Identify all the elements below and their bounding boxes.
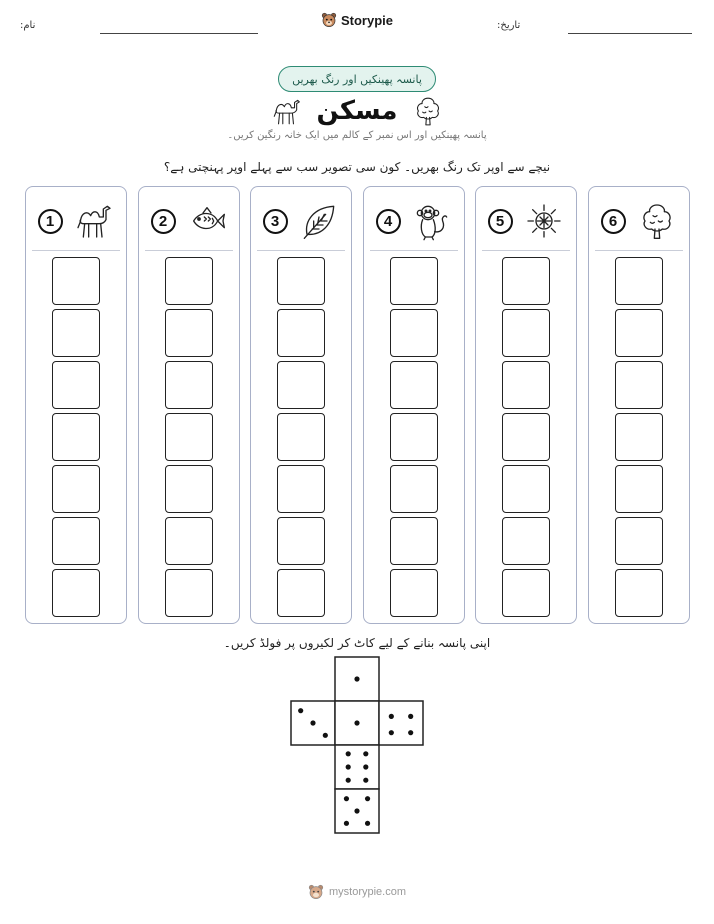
column-header [139,201,239,241]
color-box[interactable] [502,361,550,409]
color-box[interactable] [615,257,663,305]
dice-pip [346,751,351,756]
camel-icon [270,94,302,128]
color-box[interactable] [165,309,213,357]
dice-pip [323,733,328,738]
color-box[interactable] [390,361,438,409]
fold-instruction: اپنی پانسہ بنانے کے لیے کاٹ کر لکیروں پر فولڈ کریں۔ [223,636,491,650]
column-divider [145,250,233,251]
title-row [270,92,444,130]
color-box[interactable] [165,413,213,461]
tree-icon [636,201,678,241]
column-header [476,201,576,241]
color-box[interactable] [502,309,550,357]
dice-face-6 [335,745,379,789]
instruction-text: نیچے سے اوپر تک رنگ بھریں۔ کون سی تصویر سب سے پہلے اوپر پہنچتی ہے؟ [163,160,551,174]
color-box[interactable] [277,569,325,617]
color-boxes [476,257,576,617]
color-boxes [139,257,239,617]
column-number: 5 [488,209,513,234]
color-box[interactable] [277,257,325,305]
column-number: 3 [263,209,288,234]
color-box[interactable] [52,517,100,565]
bear-logo-icon [321,12,337,28]
color-box[interactable] [390,465,438,513]
dice-pip [354,720,359,725]
monkey-icon [411,201,453,241]
color-boxes [251,257,351,617]
column-divider [370,250,458,251]
color-box[interactable] [615,413,663,461]
column-2 [138,186,240,624]
dice-pip [365,821,370,826]
color-box[interactable] [390,517,438,565]
dice-pip [310,720,315,725]
dice-pip [346,764,351,769]
column-divider [32,250,120,251]
dice-pip [389,714,394,719]
subtitle: پانسہ پھینکیں اور اس نمبر کے کالم میں ایک خانہ رنگین کریں۔ [227,130,487,141]
dice-pip [298,708,303,713]
color-box[interactable] [615,465,663,513]
column-header [589,201,689,241]
color-box[interactable] [277,517,325,565]
color-box[interactable] [390,413,438,461]
brand-logo [300,12,414,28]
column-divider [257,250,345,251]
color-box[interactable] [52,569,100,617]
dice-pip [344,796,349,801]
dice-face-3 [291,701,335,745]
color-box[interactable] [502,569,550,617]
brand-name: Storypie [340,12,393,28]
color-box[interactable] [615,517,663,565]
color-box[interactable] [52,257,100,305]
dice-pip [408,730,413,735]
color-box[interactable] [165,569,213,617]
name-line[interactable] [100,33,258,34]
color-boxes [589,257,689,617]
column-header [251,201,351,241]
color-box[interactable] [165,257,213,305]
dice-face-4 [379,701,423,745]
color-box[interactable] [165,517,213,565]
column-divider [595,250,683,251]
color-box[interactable] [277,361,325,409]
color-box[interactable] [615,569,663,617]
dice-face-1 [335,701,379,745]
dice-net[interactable] [290,656,424,834]
dice-face-5 [335,789,379,833]
color-box[interactable] [502,413,550,461]
dice-pip [363,778,368,783]
color-box[interactable] [277,413,325,461]
color-box[interactable] [390,257,438,305]
footer-url[interactable]: mystorypie.com [328,886,407,898]
column-number: 2 [151,209,176,234]
column-header [26,201,126,241]
color-box[interactable] [52,413,100,461]
dice-face-1 [335,657,379,701]
color-boxes [364,257,464,617]
column-5 [475,186,577,624]
color-box[interactable] [52,361,100,409]
dice-pip [354,808,359,813]
color-box[interactable] [277,465,325,513]
color-box[interactable] [52,309,100,357]
column-number: 4 [376,209,401,234]
color-box[interactable] [502,517,550,565]
column-number: 6 [601,209,626,234]
column-header [364,201,464,241]
dice-pip [363,751,368,756]
dice-pip [354,676,359,681]
column-number: 1 [38,209,63,234]
color-box[interactable] [615,309,663,357]
color-box[interactable] [502,257,550,305]
column-3 [250,186,352,624]
name-label: نام: [20,20,36,31]
date-label: تاریخ: [497,20,521,31]
camel-icon [73,201,115,241]
color-box[interactable] [165,465,213,513]
color-box[interactable] [502,465,550,513]
column-1 [25,186,127,624]
dice-pip [363,764,368,769]
page-title: مسکن [316,96,398,126]
date-line[interactable] [568,33,692,34]
color-box[interactable] [390,309,438,357]
bear-footer-icon [308,884,324,900]
sun-icon [523,201,565,241]
dice-pip [408,714,413,719]
color-boxes [26,257,126,617]
color-box[interactable] [52,465,100,513]
tree-icon [412,93,444,129]
column-6 [588,186,690,624]
column-4 [363,186,465,624]
dice-pip [346,778,351,783]
color-box[interactable] [277,309,325,357]
activity-pill: پانسہ پھینکیں اور رنگ بھریں [278,66,436,92]
dice-pip [344,821,349,826]
color-box[interactable] [390,569,438,617]
dice-pip [365,796,370,801]
footer [0,884,714,900]
fish-icon [186,201,228,241]
column-divider [482,250,570,251]
color-box[interactable] [165,361,213,409]
dice-pip [389,730,394,735]
color-box[interactable] [615,361,663,409]
leaf-icon [298,201,340,241]
